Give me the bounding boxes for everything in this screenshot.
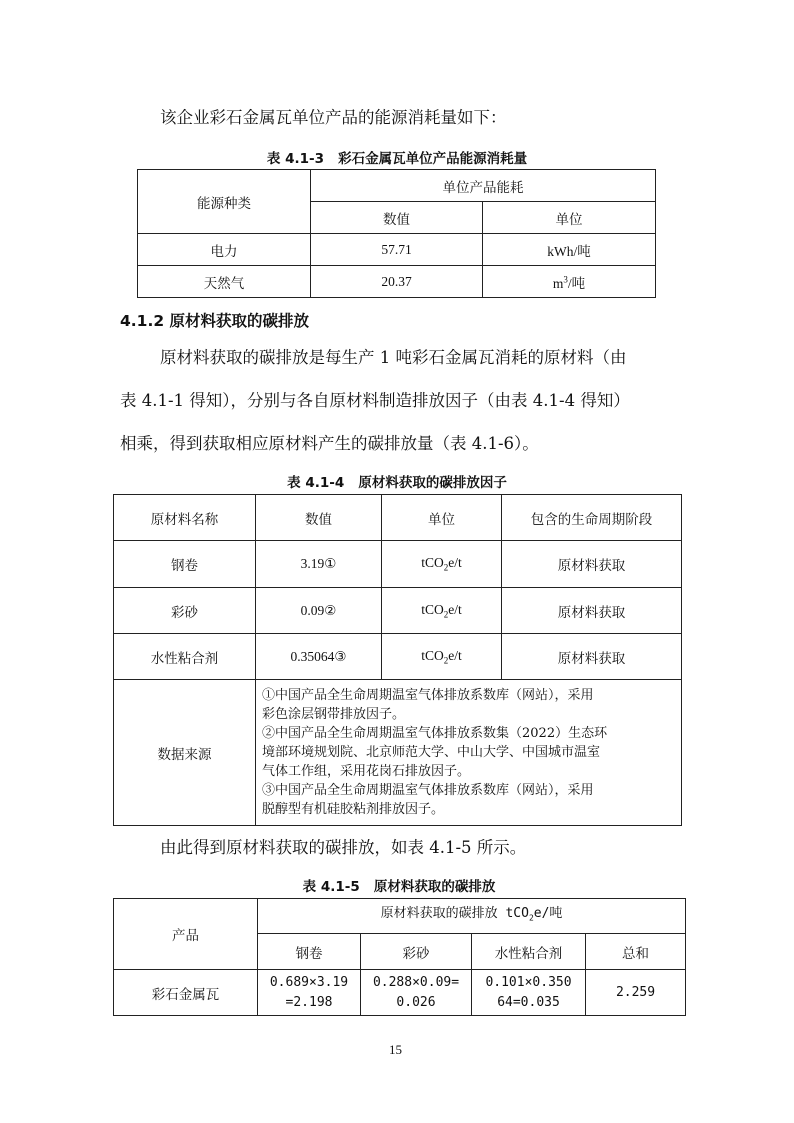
- unit-superscript: 3: [563, 274, 568, 284]
- lifecycle-stage-cell: 原材料获取: [502, 541, 682, 588]
- table-413-caption: [137, 147, 657, 167]
- raw-material-emission-table: [113, 898, 686, 1016]
- energy-type-cell: 电力: [138, 234, 311, 266]
- material-name-cell: 彩砂: [114, 588, 256, 634]
- unit-base: tCO: [421, 601, 444, 617]
- header-total: 总和: [586, 934, 686, 970]
- table-row: [138, 266, 656, 298]
- factor-value-cell: 0.09②: [256, 588, 382, 634]
- header-colored-sand: 彩砂: [361, 934, 472, 970]
- source-note-line: ③中国产品全生命周期温室气体排放系数库（网站），采用: [262, 783, 594, 798]
- header-value: 数值: [256, 495, 382, 541]
- section-heading: 4.1.2 原材料获取的碳排放: [120, 312, 310, 330]
- unit-suffix: e/t: [448, 555, 462, 571]
- data-source-label: 数据来源: [114, 680, 256, 826]
- table-row: [114, 634, 682, 680]
- energy-unit-cell: [483, 266, 656, 298]
- unit-base: tCO: [421, 647, 444, 663]
- calc-line: =2.198: [285, 994, 333, 1010]
- para-line-2: 表 4.1-1 得知），分别与各自原材料制造排放因子（由表 4.1-4 得知）: [120, 391, 630, 410]
- header-product: 产品: [114, 899, 258, 970]
- emission-unit-suffix: e/吨: [533, 905, 563, 921]
- source-note-line: ②中国产品全生命周期温室气体排放系数集（2022）生态环: [262, 726, 608, 741]
- intro-line: 该企业彩石金属瓦单位产品的能源消耗量如下：: [160, 108, 507, 127]
- energy-unit-cell: kWh/吨: [483, 234, 656, 266]
- source-note-line: 气体工作组，采用花岗石排放因子。: [262, 764, 471, 779]
- lead-line: 由此得到原材料获取的碳排放，如表 4.1-5 所示。: [160, 838, 527, 857]
- table-row: [114, 588, 682, 634]
- header-energy-type: 能源种类: [138, 170, 311, 234]
- source-note-line: ①中国产品全生命周期温室气体排放系数库（网站），采用: [262, 688, 594, 703]
- table-414-caption: [113, 471, 681, 491]
- unit-suffix: e/t: [448, 601, 462, 617]
- calc-line: 64=0.035: [497, 994, 560, 1010]
- lifecycle-stage-cell: 原材料获取: [502, 588, 682, 634]
- energy-type-cell: 天然气: [138, 266, 311, 298]
- emission-factor-table: [113, 494, 682, 826]
- source-note-line: 彩色涂层钢带排放因子。: [262, 707, 406, 722]
- energy-value-cell: 57.71: [311, 234, 483, 266]
- page-number: 15: [389, 1042, 402, 1057]
- table-415-caption-number: 表 4.1-5: [302, 879, 360, 895]
- colored-sand-emission-cell: [361, 970, 472, 1016]
- unit-base: m: [552, 275, 564, 291]
- table-row: [114, 970, 686, 1016]
- factor-unit-cell: [382, 541, 502, 588]
- unit-subscript: 2: [443, 562, 449, 573]
- para-line-3: 相乘，得到获取相应原材料产生的碳排放量（表 4.1-6）。: [120, 434, 539, 453]
- table-row: [114, 680, 682, 826]
- header-steel-coil: 钢卷: [258, 934, 361, 970]
- para-line-1: 原材料获取的碳排放是每生产 1 吨彩石金属瓦消耗的原材料（由: [160, 348, 627, 367]
- lifecycle-stage-cell: 原材料获取: [502, 634, 682, 680]
- unit-subscript: 2: [443, 609, 449, 620]
- table-row: [138, 234, 656, 266]
- unit-suffix: e/t: [448, 647, 462, 663]
- header-unit: 单位: [382, 495, 502, 541]
- table-row: [114, 541, 682, 588]
- energy-consumption-table: [137, 169, 656, 298]
- unit-subscript: 2: [528, 913, 534, 923]
- emission-unit-text: 原材料获取的碳排放 tCO: [380, 905, 529, 921]
- table-415-caption-title: 原材料获取的碳排放: [373, 879, 496, 895]
- factor-unit-cell: [382, 634, 502, 680]
- unit-subscript: 2: [443, 655, 449, 666]
- adhesive-emission-cell: [472, 970, 586, 1016]
- table-414-caption-number: 表 4.1-4: [287, 475, 345, 491]
- header-value: 数值: [311, 202, 483, 234]
- source-note-line: 脱醇型有机硅胶粘剂排放因子。: [262, 802, 445, 817]
- factor-value-cell: 0.35064③: [256, 634, 382, 680]
- unit-suffix: /吨: [567, 275, 586, 291]
- table-413-caption-title: 彩石金属瓦单位产品能源消耗量: [338, 151, 528, 167]
- material-name-cell: 钢卷: [114, 541, 256, 588]
- factor-value-cell: 3.19①: [256, 541, 382, 588]
- steel-coil-emission-cell: [258, 970, 361, 1016]
- product-cell: 彩石金属瓦: [114, 970, 258, 1016]
- header-lifecycle-stage: 包含的生命周期阶段: [502, 495, 682, 541]
- header-unit: 单位: [483, 202, 656, 234]
- header-emission-group: [258, 899, 686, 934]
- factor-unit-cell: [382, 588, 502, 634]
- energy-value-cell: 20.37: [311, 266, 483, 298]
- calc-line: 0.689×3.19: [269, 974, 349, 990]
- calc-line: 0.288×0.09=: [372, 974, 460, 990]
- data-source-notes: [256, 680, 682, 826]
- unit-base: tCO: [421, 555, 444, 571]
- material-name-cell: 水性粘合剂: [114, 634, 256, 680]
- table-413-caption-number: 表 4.1-3: [266, 151, 324, 167]
- header-material-name: 原材料名称: [114, 495, 256, 541]
- calc-line: 0.026: [396, 994, 436, 1010]
- table-414-caption-title: 原材料获取的碳排放因子: [358, 475, 507, 491]
- header-unit-energy: 单位产品能耗: [311, 170, 656, 202]
- total-emission-cell: 2.259: [586, 970, 686, 1016]
- table-415-caption: [113, 875, 685, 895]
- source-note-line: 境部环境规划院、北京师范大学、中山大学、中国城市温室: [262, 745, 601, 760]
- header-adhesive: 水性粘合剂: [472, 934, 586, 970]
- calc-line: 0.101×0.350: [485, 974, 572, 990]
